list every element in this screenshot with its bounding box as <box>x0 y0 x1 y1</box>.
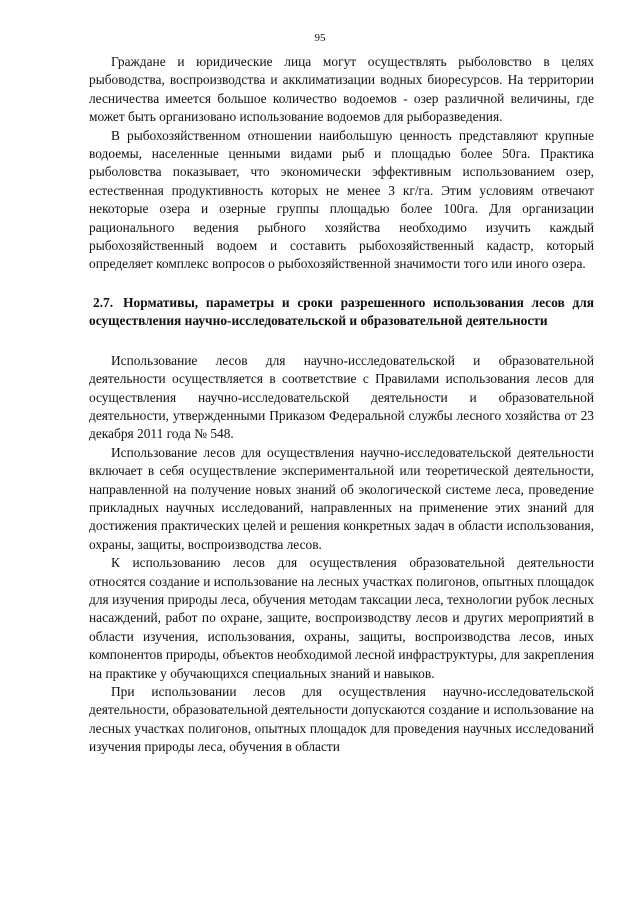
paragraph-research-rules: Использование лесов для научно-исследовательской и образовательной деятельности осуществляется в соответствие с Правилами использования лесов для осуществления научно-исследовательской деятельности и образовательной деятельности, утвержденными Приказом Федеральной службы лесного хозяйства от 23 декабря 2011 года № 548. <box>89 352 594 442</box>
page-number: 95 <box>314 32 326 44</box>
paragraph-polygons-usage: При использовании лесов для осуществления научно-исследовательской деятельности, образовательной деятельности допускаются создание и использование на лесных участках полигонов, опытных площадок для проведения научных исследований изучения природы леса, обучения в области <box>89 684 594 755</box>
page-content <box>89 53 594 757</box>
section-number: 2.7. <box>93 294 114 310</box>
paragraph-educational-activity: К использованию лесов для осуществления образовательной деятельности относятся создание и использование на лесных участках полигонов, опытных площадок для изучения природы леса, обучения методам таксации леса, технологии рубок лесных насаждений, работ по охране, защите, воспроизводству лесов и других мероприятий в области изучения, использования, охраны, защиты, воспроизводства лесов, иных компонентов природы, объектов необходимой лесной инфраструктуры, для закрепления на практике у обучающихся специальных знаний и навыков. <box>89 555 594 681</box>
paragraph-fishery-value: В рыбохозяйственном отношении наибольшую ценность представляют крупные водоемы, населенные ценными видами рыб и площадью более 50га. Практика рыболовства показывает, что экономически эффективным использованием озер, естественная продуктивность которых не менее 3 кг/га. Этим условиям отвечают некоторые озера и озерные группы площадью более 100га. Для организации рационального ведения рыбного хозяйства необходимо изучить каждый рыбохозяйственный водоем и составить рыбохозяйственный кадастр, который определяет комплекс вопросов о рыбохозяйственной значимости того или иного озера. <box>89 127 594 272</box>
section-heading <box>89 294 594 331</box>
paragraph-research-activity: Использование лесов для осуществления научно-исследовательской деятельности включает в себя осуществление экспериментальной или теоретической деятельности, направленной на получение новых знаний об экологической системе леса, проведение прикладных научных исследований, направленных на применение этих знаний для достижения практических целей и решения конкретных задач в области использования, охраны, защиты, воспроизводства лесов. <box>89 444 594 552</box>
paragraph-fishing-rights: Граждане и юридические лица могут осуществлять рыболовство в целях рыбоводства, воспроизводства и акклиматизации водных биоресурсов. На территории лесничества имеется большое количество водоемов - озер различной величины, где может быть организовано использование водоемов для рыборазведения. <box>89 54 594 125</box>
section-title: Нормативы, параметры и сроки разрешенного использования лесов для осуществления научно-исследовательской и образовательной деятельности <box>89 294 594 329</box>
section-spacer <box>89 331 594 352</box>
